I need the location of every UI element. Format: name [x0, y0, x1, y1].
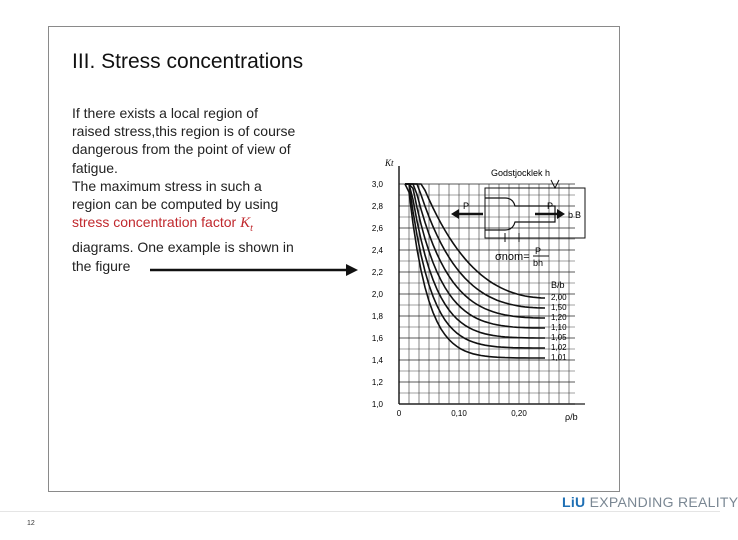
liu-logo — [562, 494, 738, 510]
kt-symbol: $K_t$ — [240, 215, 253, 235]
body-line: fatigue. — [72, 159, 118, 176]
body-line: dangerous from the point of view of — [72, 141, 291, 158]
y-tick-label: 1,8 — [371, 312, 383, 321]
stress-concentration-diagram — [355, 150, 595, 430]
y-tick-label: 2,4 — [371, 246, 383, 255]
formula-numerator: P — [535, 246, 542, 256]
body-line: the figure — [72, 257, 131, 274]
formula-lhs: σnom= — [495, 251, 530, 263]
x-tick-label: 0,10 — [451, 409, 467, 418]
legend-value: 1,20 — [551, 313, 567, 322]
liu-logo-mark: LiU — [562, 494, 586, 510]
thickness-label: Godstjocklek h — [491, 168, 551, 178]
legend-value: 2,00 — [551, 293, 567, 302]
y-tick-label: 1,2 — [371, 378, 383, 387]
body-text — [72, 104, 342, 275]
y-tick-label: 2,8 — [371, 202, 383, 211]
liu-logo-text: EXPANDING REALITY — [589, 494, 738, 510]
body-line: raised stress,this region is of course — [72, 123, 296, 140]
body-line: If there exists a local region of — [72, 105, 258, 121]
y-tick-label: 2,6 — [371, 224, 383, 233]
pointer-arrow — [150, 260, 360, 280]
x-tick-label: 0,20 — [511, 409, 527, 418]
y-tick-label: 2,2 — [371, 268, 383, 277]
body-line: region can be computed by using — [72, 196, 279, 213]
y-tick-label: 2,0 — [371, 290, 383, 299]
nominal-stress-formula — [495, 246, 549, 268]
body-line: The maximum stress in such a — [72, 177, 262, 194]
legend-value: 1,05 — [551, 333, 567, 342]
body-line: diagrams. One example is shown in — [72, 239, 294, 256]
y-tick-label: 1,0 — [371, 400, 383, 409]
x-axis-label: ρ/b — [565, 412, 578, 422]
force-label-left: P — [463, 201, 470, 211]
legend-value: 1,01 — [551, 353, 567, 362]
slide-title: III. Stress concentrations — [72, 50, 304, 73]
dimension-b-label: b — [568, 210, 574, 220]
highlight-line — [72, 213, 342, 238]
page-number: 12 — [27, 520, 35, 527]
y-tick-label: 1,4 — [371, 356, 383, 365]
specimen-sketch — [451, 168, 585, 242]
force-label-right: P — [547, 201, 554, 211]
legend-value: 1,50 — [551, 303, 567, 312]
y-tick-label: 1,6 — [371, 334, 383, 343]
footer-divider — [0, 511, 720, 512]
formula-denominator: bh — [533, 258, 544, 268]
stress-concentration-link: stress concentration factor — [72, 214, 237, 231]
y-axis-symbol: Kt — [385, 158, 394, 168]
legend-header: B/b — [551, 280, 565, 290]
y-tick-label: 3,0 — [371, 180, 383, 189]
legend-value: 1,10 — [551, 323, 567, 332]
x-tick-label: 0 — [396, 409, 402, 418]
dimension-B-label: B — [575, 210, 582, 220]
legend-value: 1,02 — [551, 343, 567, 352]
